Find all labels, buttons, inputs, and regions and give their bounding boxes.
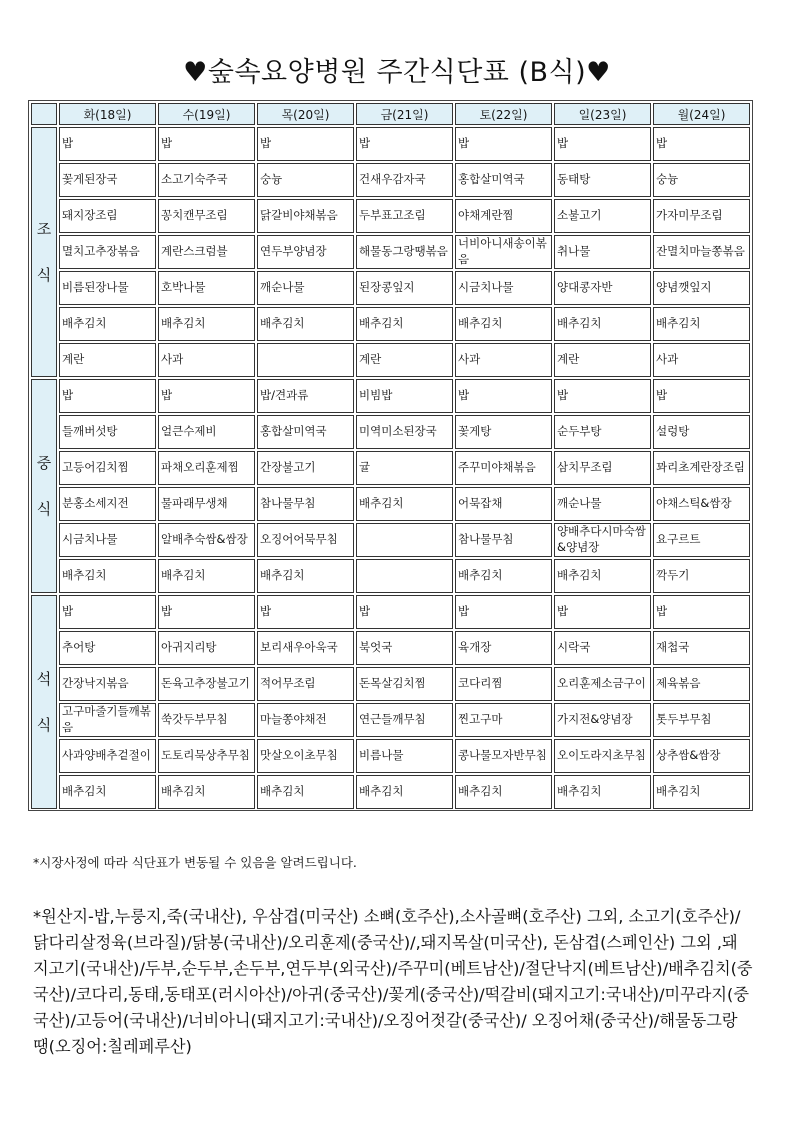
day-header: 금(21일): [356, 103, 453, 125]
menu-cell: 밥: [59, 127, 156, 161]
day-header-row: [31, 103, 750, 125]
meal-label: 중 식: [31, 379, 57, 593]
menu-cell: 고구마줄기들깨볶음: [59, 703, 156, 737]
table-row: [31, 523, 750, 557]
table-row: [31, 415, 750, 449]
menu-cell: 호박나물: [158, 271, 255, 305]
menu-cell: 주꾸미야채볶음: [455, 451, 552, 485]
menu-cell: 맛살오이초무침: [257, 739, 354, 773]
menu-cell: 간장낙지볶음: [59, 667, 156, 701]
menu-cell: 멸치고추장볶음: [59, 235, 156, 269]
menu-cell: 배추김치: [158, 559, 255, 593]
menu-cell: 두부표고조림: [356, 199, 453, 233]
menu-cell: 꽁치캔무조림: [158, 199, 255, 233]
menu-cell: 밥: [356, 127, 453, 161]
menu-cell: 밥: [356, 595, 453, 629]
menu-cell: 배추김치: [257, 775, 354, 809]
menu-cell: [356, 523, 453, 557]
menu-cell: 밥: [158, 595, 255, 629]
menu-cell: 고등어김치찜: [59, 451, 156, 485]
menu-cell: 코다리찜: [455, 667, 552, 701]
menu-cell: 시락국: [554, 631, 651, 665]
menu-cell: 비빔밥: [356, 379, 453, 413]
menu-cell: 비름된장나물: [59, 271, 156, 305]
menu-cell: 쑥갓두부무침: [158, 703, 255, 737]
menu-cell: 취나물: [554, 235, 651, 269]
origin-notice: *원산지-밥,누룽지,죽(국내산), 우삼겹(미국산) 소뼈(호주산),소사골뼈(호주산) 그외, 소고기(호주산)/닭다리살정육(브라질)/닭봉(국내산)/오리훈제(중국산)/,돼지목살(미국산), 돈삼겹(스페인산) 그외 ,돼지고기(국내산)/두부,순두부,손두부,연두부(외국산)/주꾸미(베트남산)/절단낙지(베트남산)/배추김치(중국산)/코다리,동태,동태포(러시아산)/아귀(중국산)/꽃게(중국산)/떡갈비(돼지고기:국내산)/미꾸라지(중국산)/고등어(국내산)/너비아니(돼지고기:국내산)/오징어젓갈(중국산)/ 오징어채(중국산)/해물동그랑땡(오징어:칠레페루산): [33, 907, 753, 1056]
page-title: ♥숲속요양병원 주간식단표 (B식)♥: [183, 57, 611, 88]
menu-cell: 홍합살미역국: [455, 163, 552, 197]
menu-cell: 밥: [158, 127, 255, 161]
day-header: 토(22일): [455, 103, 552, 125]
menu-cell: 제육볶음: [653, 667, 750, 701]
menu-cell: 배추김치: [455, 559, 552, 593]
menu-cell: 밥: [158, 379, 255, 413]
menu-cell: 상추쌈&쌈장: [653, 739, 750, 773]
table-row: [31, 559, 750, 593]
meal-label: 석 식: [31, 595, 57, 809]
menu-cell: 배추김치: [356, 487, 453, 521]
menu-cell: 파채오리훈제찜: [158, 451, 255, 485]
table-row: [31, 631, 750, 665]
menu-cell: 도토리묵상추무침: [158, 739, 255, 773]
menu-cell: 오징어어묵무침: [257, 523, 354, 557]
menu-cell: 꽃게탕: [455, 415, 552, 449]
menu-cell: 밥: [554, 379, 651, 413]
table-row: [31, 775, 750, 809]
menu-cell: 야채계란찜: [455, 199, 552, 233]
menu-cell: 연두부양념장: [257, 235, 354, 269]
menu-cell: 밥: [59, 595, 156, 629]
menu-cell: 꽈리초계란장조림: [653, 451, 750, 485]
menu-cell: 연근들깨무침: [356, 703, 453, 737]
menu-cell: 배추김치: [653, 775, 750, 809]
menu-cell: 배추김치: [554, 559, 651, 593]
menu-cell: 밥: [455, 127, 552, 161]
menu-cell: 계란: [356, 343, 453, 377]
menu-cell: 소불고기: [554, 199, 651, 233]
menu-cell: 콩나물모자반무침: [455, 739, 552, 773]
menu-cell: 오이도라지초무침: [554, 739, 651, 773]
menu-cell: 계란: [59, 343, 156, 377]
table-row: [31, 199, 750, 233]
menu-cell: 사과: [455, 343, 552, 377]
menu-cell: 밥: [257, 127, 354, 161]
menu-cell: 배추김치: [356, 775, 453, 809]
menu-cell: 북엇국: [356, 631, 453, 665]
day-header: 수(19일): [158, 103, 255, 125]
menu-cell: 마늘쫑야채전: [257, 703, 354, 737]
table-row: [31, 667, 750, 701]
menu-cell: 잔멸치마늘쫑볶음: [653, 235, 750, 269]
menu-cell: 깍두기: [653, 559, 750, 593]
menu-cell: 깨순나물: [257, 271, 354, 305]
menu-cell: 순두부탕: [554, 415, 651, 449]
menu-cell: 배추김치: [59, 307, 156, 341]
table-row: [31, 127, 750, 161]
menu-cell: 배추김치: [158, 307, 255, 341]
menu-cell: 숭늉: [257, 163, 354, 197]
table-row: [31, 487, 750, 521]
table-row: [31, 163, 750, 197]
menu-cell: 해물동그랑땡볶음: [356, 235, 453, 269]
menu-cell: 꽃게된장국: [59, 163, 156, 197]
menu-cell: 참나물무침: [257, 487, 354, 521]
table-row: [31, 595, 750, 629]
menu-cell: 밥: [653, 127, 750, 161]
menu-cell: 들깨버섯탕: [59, 415, 156, 449]
menu-cell: 추어탕: [59, 631, 156, 665]
menu-cell: 된장콩잎지: [356, 271, 453, 305]
menu-cell: 얼큰수제비: [158, 415, 255, 449]
menu-cell: 가자미무조림: [653, 199, 750, 233]
menu-cell: 어묵잡채: [455, 487, 552, 521]
menu-cell: 밥: [653, 379, 750, 413]
menu-cell: 가지전&양념장: [554, 703, 651, 737]
menu-cell: 밥: [257, 595, 354, 629]
menu-cell: 재첩국: [653, 631, 750, 665]
day-header: 월(24일): [653, 103, 750, 125]
table-row: [31, 343, 750, 377]
menu-cell: 배추김치: [455, 775, 552, 809]
day-header: 목(20일): [257, 103, 354, 125]
menu-cell: 배추김치: [158, 775, 255, 809]
menu-cell: 홍합살미역국: [257, 415, 354, 449]
menu-cell: 요구르트: [653, 523, 750, 557]
table-row: [31, 703, 750, 737]
menu-cell: 육개장: [455, 631, 552, 665]
menu-cell: 돼지장조림: [59, 199, 156, 233]
menu-cell: 배추김치: [455, 307, 552, 341]
day-header: 화(18일): [59, 103, 156, 125]
menu-cell: 밥: [554, 127, 651, 161]
menu-cell: 배추김치: [257, 307, 354, 341]
menu-cell: 찐고구마: [455, 703, 552, 737]
menu-cell: 밥: [554, 595, 651, 629]
menu-cell: 너비아니새송이볶음: [455, 235, 552, 269]
table-row: [31, 235, 750, 269]
corner-cell: [31, 103, 57, 125]
menu-cell: 배추김치: [257, 559, 354, 593]
menu-cell: 비름나물: [356, 739, 453, 773]
table-row: [31, 379, 750, 413]
menu-cell: 사과: [158, 343, 255, 377]
menu-cell: 밥: [653, 595, 750, 629]
menu-cell: [257, 343, 354, 377]
menu-cell: 분홍소세지전: [59, 487, 156, 521]
menu-cell: 간장불고기: [257, 451, 354, 485]
table-row: [31, 451, 750, 485]
menu-cell: 밥/견과류: [257, 379, 354, 413]
menu-cell: 돈육고추장불고기: [158, 667, 255, 701]
weekly-menu-table: [29, 101, 752, 811]
menu-cell: 배추김치: [653, 307, 750, 341]
menu-cell: 배추김치: [554, 307, 651, 341]
menu-cell: 밥: [455, 595, 552, 629]
menu-cell: 배추김치: [59, 775, 156, 809]
menu-cell: 물파래무생채: [158, 487, 255, 521]
menu-cell: 아귀지리탕: [158, 631, 255, 665]
market-notice: *시장사정에 따라 식단표가 변동될 수 있음을 알려드립니다.: [33, 855, 357, 870]
menu-cell: 귤: [356, 451, 453, 485]
menu-cell: 깨순나물: [554, 487, 651, 521]
menu-cell: 숭늉: [653, 163, 750, 197]
menu-cell: 소고기숙주국: [158, 163, 255, 197]
menu-cell: 계란스크럼블: [158, 235, 255, 269]
menu-cell: 시금치나물: [59, 523, 156, 557]
menu-cell: 밥: [59, 379, 156, 413]
table-row: [31, 271, 750, 305]
menu-cell: 미역미소된장국: [356, 415, 453, 449]
menu-cell: 보리새우아욱국: [257, 631, 354, 665]
menu-cell: 참나물무침: [455, 523, 552, 557]
menu-cell: 양념깻잎지: [653, 271, 750, 305]
menu-cell: [356, 559, 453, 593]
menu-cell: 삼치무조림: [554, 451, 651, 485]
menu-cell: 계란: [554, 343, 651, 377]
menu-cell: 건새우감자국: [356, 163, 453, 197]
menu-cell: 돈목살김치찜: [356, 667, 453, 701]
menu-cell: 설렁탕: [653, 415, 750, 449]
menu-cell: 야채스틱&쌈장: [653, 487, 750, 521]
menu-cell: 사과: [653, 343, 750, 377]
day-header: 일(23일): [554, 103, 651, 125]
menu-cell: 양대콩자반: [554, 271, 651, 305]
menu-cell: 배추김치: [59, 559, 156, 593]
menu-table-frame: [28, 100, 753, 811]
menu-cell: 닭갈비야채볶음: [257, 199, 354, 233]
table-row: [31, 739, 750, 773]
menu-cell: 알배추숙쌈&쌈장: [158, 523, 255, 557]
menu-cell: 양배추다시마숙쌈&양념장: [554, 523, 651, 557]
menu-cell: 사과양배추겉절이: [59, 739, 156, 773]
menu-cell: 오리훈제소금구이: [554, 667, 651, 701]
menu-cell: 동태탕: [554, 163, 651, 197]
menu-cell: 배추김치: [356, 307, 453, 341]
table-row: [31, 307, 750, 341]
menu-cell: 톳두부무침: [653, 703, 750, 737]
menu-cell: 밥: [455, 379, 552, 413]
menu-cell: 배추김치: [554, 775, 651, 809]
meal-label: 조 식: [31, 127, 57, 377]
menu-cell: 시금치나물: [455, 271, 552, 305]
menu-cell: 적어무조림: [257, 667, 354, 701]
